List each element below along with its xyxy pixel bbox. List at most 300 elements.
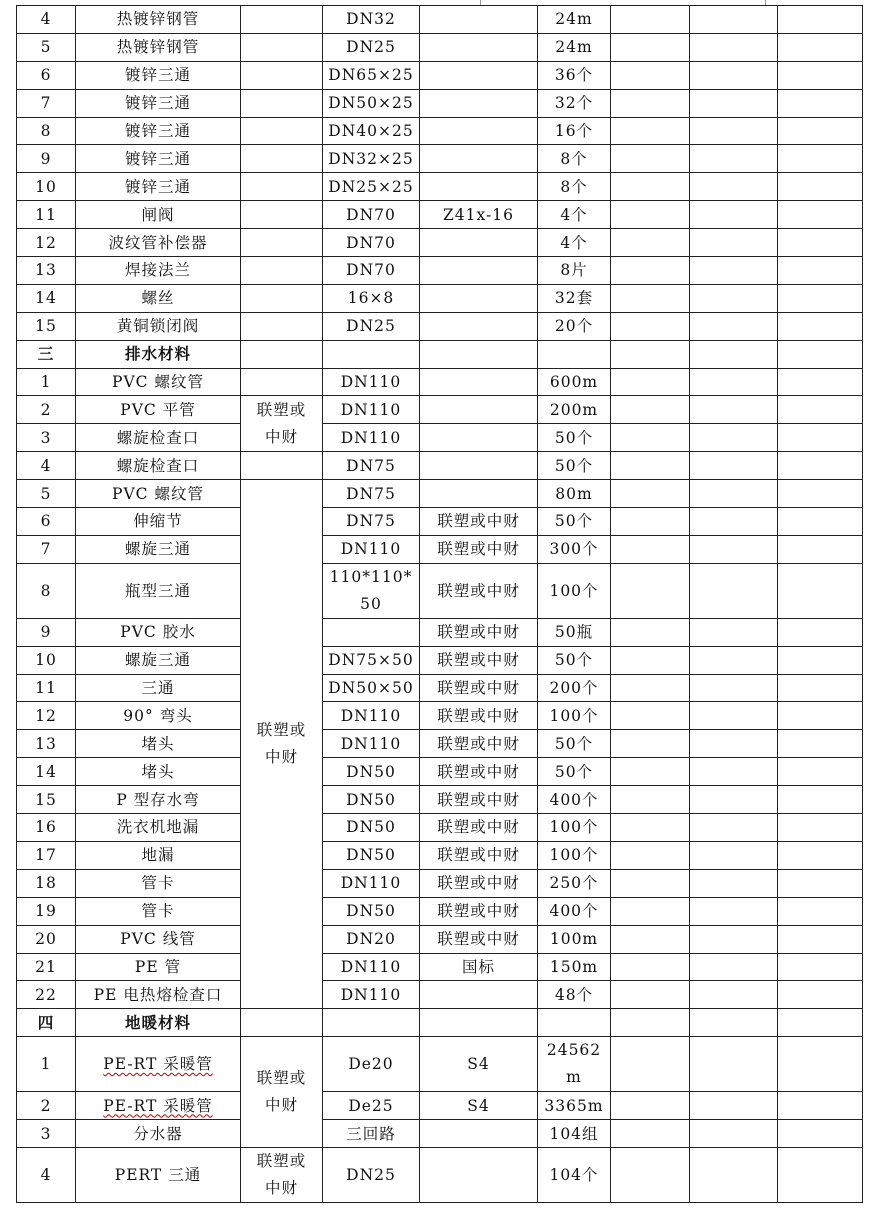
cell-empty (611, 953, 690, 981)
materials-table (16, 5, 863, 1203)
cell-empty (778, 61, 863, 89)
cell-empty (778, 786, 863, 814)
cell-no: 11 (17, 201, 76, 229)
cell-spec: DN110 (323, 953, 420, 981)
table-row (17, 702, 863, 730)
cell-empty (611, 257, 690, 285)
table-row (17, 257, 863, 285)
cell-standard (420, 173, 538, 201)
cell-empty (690, 646, 778, 674)
cell-no: 11 (17, 674, 76, 702)
cell-no: 1 (17, 1037, 76, 1092)
cell-standard (420, 257, 538, 285)
cell-empty (690, 869, 778, 897)
cell-no: 16 (17, 814, 76, 842)
cell-empty (778, 869, 863, 897)
table-row (17, 1037, 863, 1092)
cell-name: PERT 三通 (76, 1147, 241, 1202)
brand-line: 联塑或 (256, 1069, 307, 1088)
cell-spec: DN70 (323, 201, 420, 229)
cell-no: 19 (17, 897, 76, 925)
cell-no: 15 (17, 786, 76, 814)
cell-name: 螺丝 (76, 284, 241, 312)
cell-no: 6 (17, 508, 76, 536)
cell-standard: 联塑或中财 (420, 702, 538, 730)
cell-brand-group (241, 1147, 323, 1202)
table-row (17, 981, 863, 1009)
cell-qty: 200个 (538, 674, 611, 702)
cell-name: 洗衣机地漏 (76, 814, 241, 842)
cell-empty (690, 396, 778, 424)
cell-empty (778, 257, 863, 285)
table-row (17, 508, 863, 536)
cell-spec: 16×8 (323, 284, 420, 312)
cell-qty: 104个 (538, 1147, 611, 1202)
cell-empty (690, 340, 778, 368)
cell-brand (241, 89, 323, 117)
cell-empty (690, 257, 778, 285)
cell-empty (611, 897, 690, 925)
cell-name: PE 电热熔检查口 (76, 981, 241, 1009)
cell-empty (538, 340, 611, 368)
cell-empty (778, 6, 863, 34)
cell-empty (690, 618, 778, 646)
cell-empty (778, 201, 863, 229)
cell-spec: DN50 (323, 897, 420, 925)
cell-spec: DN50 (323, 841, 420, 869)
cell-standard: 国标 (420, 953, 538, 981)
cell-empty (690, 61, 778, 89)
cell-name: 镀锌三通 (76, 145, 241, 173)
table-row (17, 1092, 863, 1120)
section-title: 地暖材料 (76, 1009, 241, 1037)
cell-no: 10 (17, 646, 76, 674)
cell-empty (611, 981, 690, 1009)
cell-name: 堵头 (76, 758, 241, 786)
section-row (17, 1009, 863, 1037)
cell-empty (611, 480, 690, 508)
cell-spec: DN110 (323, 424, 420, 452)
cell-empty (611, 33, 690, 61)
cell-name: PVC 胶水 (76, 618, 241, 646)
cell-standard (420, 117, 538, 145)
cell-empty (690, 6, 778, 34)
table-row (17, 312, 863, 340)
cell-empty (690, 424, 778, 452)
table-row (17, 730, 863, 758)
cell-standard (420, 89, 538, 117)
cell-no: 13 (17, 257, 76, 285)
cell-empty (778, 758, 863, 786)
cell-spec: DN50×25 (323, 89, 420, 117)
table-row (17, 452, 863, 480)
cell-spec: DN25 (323, 33, 420, 61)
cell-name: P 型存水弯 (76, 786, 241, 814)
cell-name: 热镀锌钢管 (76, 6, 241, 34)
table-row (17, 173, 863, 201)
cell-no: 1 (17, 368, 76, 396)
cell-empty (778, 229, 863, 257)
cell-standard: 联塑或中财 (420, 897, 538, 925)
cell-empty (611, 841, 690, 869)
cell-standard: 联塑或中财 (420, 674, 538, 702)
cell-standard: 联塑或中财 (420, 535, 538, 563)
cell-no: 5 (17, 480, 76, 508)
table-row (17, 535, 863, 563)
cell-spec: DN40×25 (323, 117, 420, 145)
cell-spec: De20 (323, 1037, 420, 1092)
cell-name: 热镀锌钢管 (76, 33, 241, 61)
cell-empty (690, 33, 778, 61)
cell-standard (420, 1147, 538, 1202)
table-row (17, 1120, 863, 1148)
cell-name: 90° 弯头 (76, 702, 241, 730)
cell-empty (690, 117, 778, 145)
cell-qty: 400个 (538, 897, 611, 925)
cell-spec: DN50 (323, 758, 420, 786)
cell-qty: 80m (538, 480, 611, 508)
cell-empty (611, 6, 690, 34)
cell-empty (778, 646, 863, 674)
cell-empty (690, 758, 778, 786)
table-row (17, 674, 863, 702)
cell-qty: 50个 (538, 730, 611, 758)
cell-spec: DN32×25 (323, 145, 420, 173)
table-row (17, 897, 863, 925)
cell-qty: 300个 (538, 535, 611, 563)
table-row (17, 1147, 863, 1202)
cell-qty: 4个 (538, 201, 611, 229)
cell-empty (778, 897, 863, 925)
cell-spec: DN75 (323, 480, 420, 508)
cell-name: PVC 螺纹管 (76, 368, 241, 396)
cell-name: 焊接法兰 (76, 257, 241, 285)
cell-standard: 联塑或中财 (420, 758, 538, 786)
table-row (17, 563, 863, 618)
cell-empty (690, 508, 778, 536)
cell-name: PVC 螺纹管 (76, 480, 241, 508)
cell-name: 管卡 (76, 869, 241, 897)
cell-standard (420, 229, 538, 257)
cell-name: 地漏 (76, 841, 241, 869)
cell-empty (778, 953, 863, 981)
cell-no: 4 (17, 1147, 76, 1202)
cell-name: 瓶型三通 (76, 563, 241, 618)
cell-qty: 4个 (538, 229, 611, 257)
qty-line: 24562 (546, 1041, 602, 1060)
cell-empty (778, 480, 863, 508)
cell-empty (611, 173, 690, 201)
cell-empty (778, 340, 863, 368)
cell-spec: DN25 (323, 312, 420, 340)
cell-standard: Z41x-16 (420, 201, 538, 229)
cell-name: 镀锌三通 (76, 61, 241, 89)
cell-empty (778, 145, 863, 173)
cell-empty (611, 674, 690, 702)
cell-empty (778, 841, 863, 869)
section-title: 排水材料 (76, 340, 241, 368)
cell-name: 分水器 (76, 1120, 241, 1148)
cell-empty (778, 535, 863, 563)
cell-standard (420, 284, 538, 312)
cell-brand-group (241, 396, 323, 452)
cell-name: 管卡 (76, 897, 241, 925)
cell-spec: DN110 (323, 396, 420, 424)
cell-empty (690, 312, 778, 340)
cell-standard (420, 6, 538, 34)
cell-qty: 50个 (538, 508, 611, 536)
cell-empty (611, 925, 690, 953)
cell-empty (611, 89, 690, 117)
cell-qty: 32套 (538, 284, 611, 312)
cell-spec: 三回路 (323, 1120, 420, 1148)
cell-empty (611, 1092, 690, 1120)
cell-standard: 联塑或中财 (420, 786, 538, 814)
cell-empty (611, 730, 690, 758)
table-row (17, 953, 863, 981)
cell-spec: DN75×50 (323, 646, 420, 674)
cell-spec: DN75 (323, 452, 420, 480)
brand-line: 中财 (264, 1096, 298, 1115)
table-row (17, 33, 863, 61)
cell-spec: DN110 (323, 730, 420, 758)
table-row (17, 145, 863, 173)
cell-name: 黄铜锁闭阀 (76, 312, 241, 340)
cell-no: 22 (17, 981, 76, 1009)
cell-spec (323, 563, 420, 618)
cell-empty (611, 145, 690, 173)
cell-no: 2 (17, 1092, 76, 1120)
cell-empty (778, 89, 863, 117)
cell-standard: 联塑或中财 (420, 508, 538, 536)
cell-name: 镀锌三通 (76, 117, 241, 145)
cell-empty (611, 702, 690, 730)
cell-empty (778, 563, 863, 618)
cell-qty: 20个 (538, 312, 611, 340)
cell-spec: DN25×25 (323, 173, 420, 201)
cell-standard (420, 61, 538, 89)
cell-standard: S4 (420, 1092, 538, 1120)
cell-empty (690, 1009, 778, 1037)
cell-empty (323, 1009, 420, 1037)
cell-brand (241, 201, 323, 229)
cell-empty (690, 1037, 778, 1092)
cell-no: 14 (17, 758, 76, 786)
brand-line: 联塑或 (256, 1151, 307, 1170)
cell-empty (778, 981, 863, 1009)
table-row (17, 6, 863, 34)
cell-spec: DN32 (323, 6, 420, 34)
cell-name: 伸缩节 (76, 508, 241, 536)
cell-standard: 联塑或中财 (420, 925, 538, 953)
cell-name: PE 管 (76, 953, 241, 981)
cell-qty: 100m (538, 925, 611, 953)
cell-empty (611, 340, 690, 368)
cell-brand (241, 452, 323, 480)
cell-empty (690, 953, 778, 981)
cell-spec (323, 618, 420, 646)
cell-empty (690, 897, 778, 925)
cell-spec: DN20 (323, 925, 420, 953)
cell-standard: 联塑或中财 (420, 563, 538, 618)
cell-empty (778, 452, 863, 480)
cell-brand (241, 173, 323, 201)
cell-empty (611, 758, 690, 786)
table-row (17, 89, 863, 117)
cell-empty (778, 925, 863, 953)
cell-qty: 8个 (538, 145, 611, 173)
cell-no: 3 (17, 1120, 76, 1148)
cell-empty (690, 173, 778, 201)
cell-empty (611, 284, 690, 312)
table-row (17, 284, 863, 312)
cell-brand (241, 61, 323, 89)
cell-empty (778, 396, 863, 424)
cell-no: 7 (17, 535, 76, 563)
cell-brand (241, 312, 323, 340)
cell-empty (241, 340, 323, 368)
cell-brand (241, 117, 323, 145)
cell-qty: 104组 (538, 1120, 611, 1148)
cell-empty (611, 424, 690, 452)
cell-empty (611, 786, 690, 814)
cell-qty: 8个 (538, 173, 611, 201)
cell-no: 8 (17, 117, 76, 145)
table-row (17, 396, 863, 424)
cell-empty (690, 730, 778, 758)
cell-spec: DN110 (323, 981, 420, 1009)
cell-empty (611, 229, 690, 257)
cell-name: 镀锌三通 (76, 89, 241, 117)
cell-empty (778, 173, 863, 201)
cell-qty: 24m (538, 6, 611, 34)
table-body (17, 6, 863, 1203)
cell-empty (778, 1120, 863, 1148)
cell-empty (778, 508, 863, 536)
cell-no: 6 (17, 61, 76, 89)
table-row (17, 758, 863, 786)
cell-empty (690, 229, 778, 257)
cell-no: 14 (17, 284, 76, 312)
cell-empty (323, 340, 420, 368)
cell-spec: DN50 (323, 786, 420, 814)
cell-empty (778, 618, 863, 646)
cell-no: 5 (17, 33, 76, 61)
cell-empty (690, 841, 778, 869)
cell-qty: 50个 (538, 646, 611, 674)
cell-qty: 24m (538, 33, 611, 61)
cell-no: 8 (17, 563, 76, 618)
cell-empty (611, 117, 690, 145)
table-row (17, 869, 863, 897)
cell-qty: 600m (538, 368, 611, 396)
cell-standard (420, 452, 538, 480)
cell-standard (420, 424, 538, 452)
cell-name: 镀锌三通 (76, 173, 241, 201)
table-row (17, 61, 863, 89)
cell-standard (420, 981, 538, 1009)
cell-brand (241, 6, 323, 34)
cell-empty (778, 312, 863, 340)
cell-brand-group (241, 480, 323, 1009)
cell-no: 9 (17, 618, 76, 646)
cell-empty (538, 1009, 611, 1037)
cell-standard (420, 368, 538, 396)
cell-qty: 50瓶 (538, 618, 611, 646)
cell-qty: 8片 (538, 257, 611, 285)
cell-empty (611, 312, 690, 340)
table-row (17, 480, 863, 508)
cell-qty: 48个 (538, 981, 611, 1009)
cell-standard (420, 33, 538, 61)
cell-qty: 200m (538, 396, 611, 424)
cell-qty: 150m (538, 953, 611, 981)
section-number: 四 (17, 1009, 76, 1037)
section-row (17, 340, 863, 368)
brand-line: 中财 (264, 748, 298, 767)
cell-qty: 36个 (538, 61, 611, 89)
cell-qty: 50个 (538, 452, 611, 480)
cell-empty (778, 1147, 863, 1202)
cell-brand (241, 229, 323, 257)
cell-name: 螺旋检查口 (76, 424, 241, 452)
cell-no: 3 (17, 424, 76, 452)
cell-no: 18 (17, 869, 76, 897)
cell-empty (611, 1009, 690, 1037)
cell-no: 17 (17, 841, 76, 869)
cell-empty (611, 869, 690, 897)
cell-no: 4 (17, 6, 76, 34)
cell-empty (611, 368, 690, 396)
cell-spec: DN110 (323, 368, 420, 396)
cell-empty (690, 480, 778, 508)
brand-line: 联塑或 (256, 400, 307, 419)
cell-standard: 联塑或中财 (420, 841, 538, 869)
cell-empty (778, 368, 863, 396)
cell-no: 12 (17, 702, 76, 730)
spec-line: 50 (360, 594, 382, 613)
cell-empty (690, 814, 778, 842)
cell-brand (241, 257, 323, 285)
table-row (17, 814, 863, 842)
cell-standard: 联塑或中财 (420, 618, 538, 646)
cell-empty (778, 33, 863, 61)
cell-empty (690, 368, 778, 396)
cell-standard: 联塑或中财 (420, 646, 538, 674)
cell-no: 12 (17, 229, 76, 257)
cell-empty (690, 1147, 778, 1202)
table-row (17, 117, 863, 145)
cell-empty (611, 646, 690, 674)
cell-standard (420, 1120, 538, 1148)
cell-empty (690, 674, 778, 702)
cell-standard: 联塑或中财 (420, 814, 538, 842)
cell-empty (690, 1120, 778, 1148)
cell-qty: 100个 (538, 841, 611, 869)
cell-empty (690, 702, 778, 730)
cell-standard (420, 480, 538, 508)
cell-qty: 100个 (538, 702, 611, 730)
cell-qty: 32个 (538, 89, 611, 117)
cell-qty: 50个 (538, 424, 611, 452)
cell-brand (241, 33, 323, 61)
cell-no: 21 (17, 953, 76, 981)
cell-empty (611, 396, 690, 424)
cell-empty (611, 1120, 690, 1148)
qty-line: m (566, 1068, 582, 1087)
section-number: 三 (17, 340, 76, 368)
cell-empty (690, 1092, 778, 1120)
